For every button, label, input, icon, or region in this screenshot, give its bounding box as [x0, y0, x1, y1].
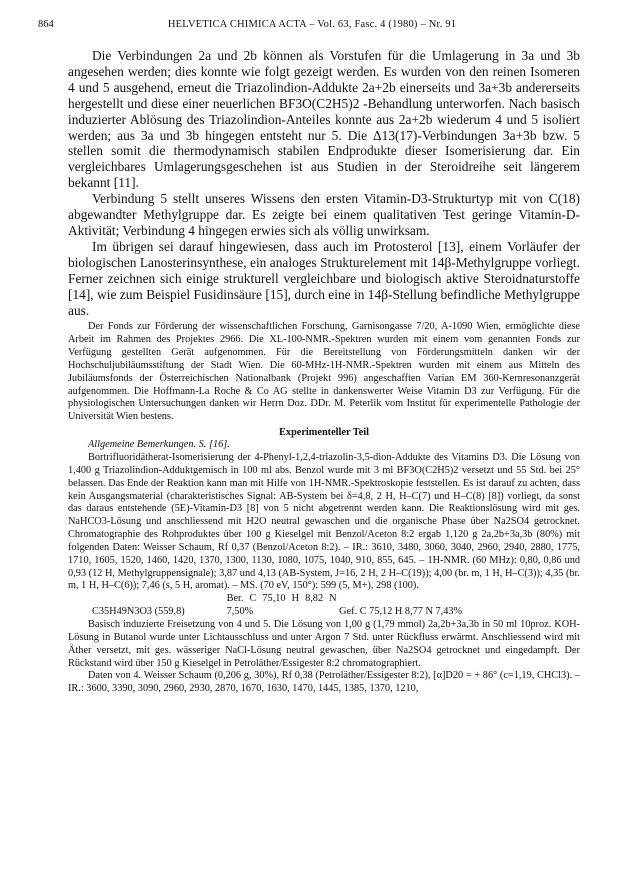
experimental-liberation: Basisch induzierte Freisetzung von 4 und 5. Die Lösung von 1,00 g (1,79 mmol) 2a,2b+3a,3b in 50 ml 10proz. KOH-Lösung in Butanol wurde unter Lichtausschluss und unter Argon 7 Std. unter Rückfluss erwärmt. Anschliessend wird mit Äther versetzt, mit ges. wässeriger NaCl-Lösung neutral gewaschen, über Na2SO4 getrocknet und eingedampft. Der Rückstand wird über 150 g Kieselgel in Petroläther/Essigester 8:2 chromatographiert. — [68, 618, 580, 669]
molecular-formula: C35H49N3O3 (559,8) — [92, 606, 185, 618]
running-header — [38, 19, 586, 33]
experimental-data-4: Daten von 4. Weisser Schaum (0,206 g, 30%), Rf 0,38 (Petroläther/Essigester 8:2), [α]D20 = + 86° (c=1,19, CHCl3). – IR.: 3600, 3390, 3090, 2960, 2930, 2870, 1670, 1630, 1470, 1445, 1385, 1370, 1210, — [68, 670, 580, 695]
calculated-values: Ber. C 75,10 H 8,82 N 7,50% — [226, 593, 337, 618]
paragraph-2: Verbindung 5 stellt unseres Wissens den ersten Vitamin-D3-Strukturtyp mit von C(18) abgewandter Methylgruppe dar. Es zeigte bei einem qualitativen Test geringe Vitamin-D-Aktivität; Verbindung 4 hingegen erwies sich als völlig unwirksam. — [68, 191, 580, 238]
paragraph-3: Im übrigen sei darauf hingewiesen, dass auch im Protosterol [13], einem Vorläufer der biologischen Lanosterinsynthese, ein analoges Strukturelement mit 14β-Methylgruppe vorliegt. Ferner zeichnen sich einige strukturell vergleichbare und biologisch aktive Steroidnaturstoffe [14], wie zum Beispiel Fusidinsäure [15], durch eine in 14β-Stellung befindliche Methylgruppe aus. — [68, 238, 580, 318]
journal-title: HELVETICA CHIMICA ACTA – Vol. 63, Fasc. 4 (1980) – Nr. 91 — [167, 19, 457, 30]
experimental-isomerisation: Bortrifluoridätherat-Isomerisierung der 4-Phenyl-1,2,4-triazolin-3,5-dion-Addukte des Vitamins D3. Die Lösung von 1,400 g Triazolindion-Adduktgemisch in 100 ml abs. Benzol wurde mit 3 ml BF3O(C2H5)2 versetzt und 55 Std. bei 25° belassen. Das Ende der Reaktion kann man mit Hilfe von 1H-NMR.-Spektroskopie feststellen. Es ist darauf zu achten, dass kein Ausgangsmaterial (charakteristisches Signal: AB-System bei δ=4,8, 2 H, H–C(7) und H–C(8) [8]) vorliegt, da sonst das daraus entstehende (5E)-Vitamin-D3 [8] von 5 nicht abgetrennt werden kann. Die Reaktionslösung wird mit ges. NaHCO3-Lösung und anschliessend mit H2O neutral gewaschen und die organische Phase über Na2SO4 getrocknet. Chromatographie des Rohproduktes über 100 g Kieselgel mit Benzol/Aceton 8:2 ergab 1,120 g 2a,2b+3a,3b (80%) mit folgenden Daten: Weisser Schaum, Rf 0,37 (Benzol/Aceton 8:2). – IR.: 3610, 3480, 3060, 3040, 2960, 2940, 2880, 1775, 1710, 1605, 1520, 1460, 1420, 1370, 1300, 1130, 1080, 1075, 1040, 910, 855, 645. – 1H-NMR. (60 MHz): 0,80, 0,86 und 0,93 (12 H, Methylgruppensignale); 3,87 und 4,13 (AB-System, J=16, 2 H, 2 H–C(19)); 4,00 (br. m, 1 H, H–C(3)); 4,35 (br. m, 1 H, H–C(6)); 7,46 (s, 5 H, aromat). – MS. (70 eV, 150°): 599 (5, M+), 298 (100). — [68, 452, 580, 592]
article-body — [68, 48, 580, 696]
paragraph-1: Die Verbindungen 2a und 2b können als Vorstufen für die Umlagerung in 3a und 3b angesehen werden; dies konnte wie folgt gezeigt werden. Es wurden von den reinen Isomeren 4 und 5 ausgehend, erneut die Triazolindion-Addukte 2a+2b einerseits und 3a+3b andererseits hergestellt und diese einer neuerlichen BF3O(C2H5)2 -Behandlung unterworfen. Nach basisch induzierter Ablösung des Triazolindion-Anteiles konnte aus 2a+2b wiederum 4 und 5 isoliert werden; aus 3a und 3b hingegen entsteht nur 5. Die Δ13(17)-Verbindungen 3a+3b bzw. 5 stellen somit die thermodynamisch stabilen Endprodukte dieser Isomerisierung dar. Ein vergleichbares Umlagerungsgeschehen ist aus Studien in der Steroidreihe seit längerem bekannt [11]. — [68, 48, 580, 191]
acknowledgement: Der Fonds zur Förderung der wissenschaftlichen Forschung, Garnisongasse 7/20, A-1090 Wien, ermöglichte diese Arbeit im Rahmen des Projektes 2966. Die XL-100-NMR.-Spektren wurden mit einem vom genannten Fonds zur Verfügung gestellten Gerät aufgenommen. Für die Bereitstellung von Förderungsmitteln danken wir der Hochschuljubiläumsstiftung der Stadt Wien. Die 60-MHz-1H-NMR.-Spektren wurden mit einem aus Mitteln des Jubiläumsfonds der Österreichischen Nationalbank (Projekt 996) angeschafften Varian EM 360-Kernresonanzgerät aufgenommen. Die Hoffmann-La Roche & Co AG stellte in dankenswerter Weise Vitamin D3 zur Verfügung. Für die physiologischen Untersuchungen danken wir Herrn Doz. DDr. M. Peterlik vom Institut für experimentelle Pathologie der Universität Wien bestens. — [68, 321, 580, 423]
general-remarks: Allgemeine Bemerkungen. S. [16]. — [88, 439, 230, 451]
section-heading: Experimenteller Teil — [279, 427, 369, 439]
page-number: 864 — [38, 19, 54, 30]
elemental-analysis — [68, 593, 580, 619]
found-values: Gef. C 75,12 H 8,77 N 7,43% — [339, 606, 463, 618]
